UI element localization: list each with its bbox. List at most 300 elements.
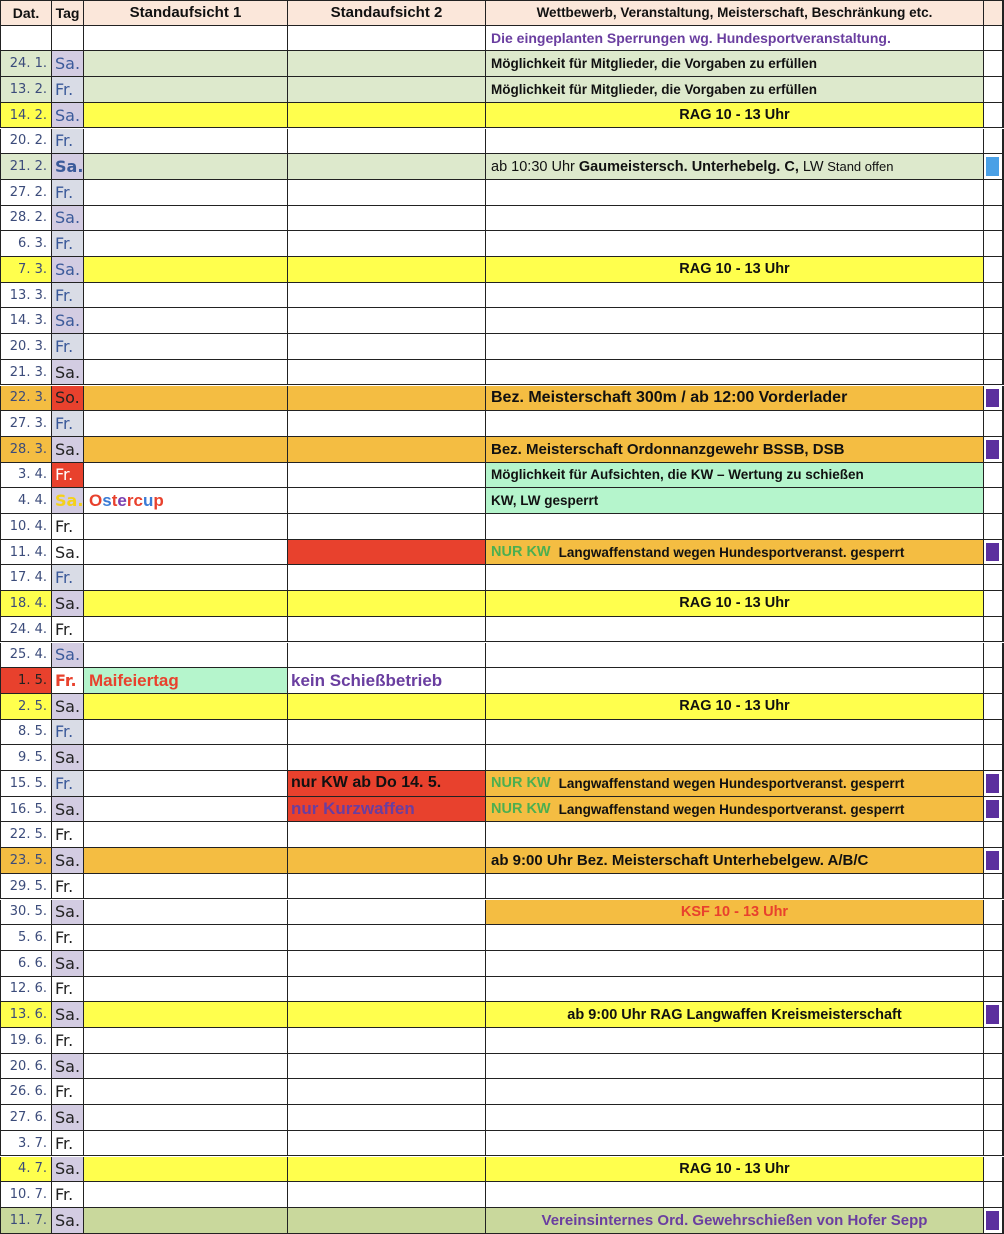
event-cell <box>486 129 984 155</box>
weekday-cell: Fr. <box>52 1079 84 1105</box>
marker-cell <box>984 411 1004 437</box>
standaufsicht-1-cell <box>84 283 288 309</box>
table-row <box>0 360 1004 386</box>
table-row <box>0 591 1004 617</box>
weekday-cell: Fr. <box>52 617 84 643</box>
event-cell: ab 9:00 Uhr RAG Langwaffen Kreismeisterschaft <box>486 1002 984 1028</box>
event-cell <box>486 668 984 694</box>
table-row <box>0 1079 1004 1105</box>
table-row <box>0 283 1004 309</box>
weekday-cell: Sa. <box>52 848 84 874</box>
date-cell: 18. 4. <box>0 591 52 617</box>
date-cell: 8. 5. <box>0 720 52 746</box>
table-row <box>0 1208 1004 1234</box>
standaufsicht-2-cell <box>288 386 486 412</box>
standaufsicht-1-cell <box>84 1079 288 1105</box>
date-cell: 14. 2. <box>0 103 52 129</box>
event-cell: RAG 10 - 13 Uhr <box>486 591 984 617</box>
weekday-cell: Sa. <box>52 488 84 514</box>
event-cell <box>486 360 984 386</box>
event-cell <box>486 720 984 746</box>
date-cell: 13. 6. <box>0 1002 52 1028</box>
marker-cell <box>984 231 1004 257</box>
standaufsicht-2-cell <box>288 694 486 720</box>
standaufsicht-1-cell <box>84 488 288 514</box>
weekday-cell: Sa. <box>52 745 84 771</box>
standaufsicht-2-cell <box>288 488 486 514</box>
date-cell: 20. 6. <box>0 1054 52 1080</box>
event-cell <box>486 283 984 309</box>
standaufsicht-2-cell <box>288 129 486 155</box>
table-row <box>0 643 1004 669</box>
table-row <box>0 1182 1004 1208</box>
weekday-cell: Sa. <box>52 1105 84 1131</box>
marker-cell <box>984 180 1004 206</box>
date-cell: 6. 3. <box>0 231 52 257</box>
weekday-cell: Sa. <box>52 643 84 669</box>
standaufsicht-1-cell <box>84 591 288 617</box>
weekday-cell: Fr. <box>52 180 84 206</box>
weekday-cell: Sa. <box>52 51 84 77</box>
table-row <box>0 1105 1004 1131</box>
weekday-cell: Fr. <box>52 925 84 951</box>
event-cell <box>486 180 984 206</box>
table-row <box>0 822 1004 848</box>
weekday-cell: Fr. <box>52 514 84 540</box>
standaufsicht-1-cell <box>84 797 288 823</box>
table-row <box>0 231 1004 257</box>
date-cell: 24. 1. <box>0 51 52 77</box>
table-row <box>0 745 1004 771</box>
date-cell: 12. 6. <box>0 977 52 1003</box>
event-text-part: Stand offen <box>823 159 894 175</box>
weekday-cell: Sa. <box>52 951 84 977</box>
standaufsicht-2-cell <box>288 745 486 771</box>
standaufsicht-2-cell <box>288 283 486 309</box>
table-row <box>0 103 1004 129</box>
weekday-cell: Fr. <box>52 1182 84 1208</box>
standaufsicht-1-cell <box>84 411 288 437</box>
standaufsicht-1-cell <box>84 771 288 797</box>
date-cell: 27. 2. <box>0 180 52 206</box>
marker-cell <box>984 1182 1004 1208</box>
date-cell: 17. 4. <box>0 565 52 591</box>
event-cell <box>486 206 984 232</box>
marker-cell <box>984 129 1004 155</box>
date-cell: 13. 3. <box>0 283 52 309</box>
weekday-cell: Fr. <box>52 231 84 257</box>
standaufsicht-1-cell <box>84 1028 288 1054</box>
weekday-cell: Sa. <box>52 308 84 334</box>
marker-cell <box>984 154 1004 180</box>
standaufsicht-2-cell: nur Kurzwaffen <box>288 797 486 823</box>
standaufsicht-2-cell <box>288 617 486 643</box>
ostercup-letter: c <box>133 490 143 510</box>
table-row <box>0 77 1004 103</box>
note-tag <box>52 26 84 52</box>
table-row <box>0 488 1004 514</box>
status-marker <box>986 1211 999 1230</box>
standaufsicht-1-cell <box>84 977 288 1003</box>
weekday-cell: Fr. <box>52 668 84 694</box>
event-cell: ab 9:00 Uhr Bez. Meisterschaft Unterhebelgew. A/B/C <box>486 848 984 874</box>
standaufsicht-1-cell <box>84 77 288 103</box>
ostercup-letter: r <box>126 490 134 510</box>
marker-cell <box>984 1054 1004 1080</box>
table-row <box>0 1157 1004 1183</box>
event-cell <box>486 411 984 437</box>
standaufsicht-1-cell <box>84 720 288 746</box>
event-cell: Vereinsinternes Ord. Gewehrschießen von Hofer Sepp <box>486 1208 984 1234</box>
event-cell <box>486 540 984 566</box>
event-cell <box>486 822 984 848</box>
weekday-cell: Fr. <box>52 411 84 437</box>
date-cell: 13. 2. <box>0 77 52 103</box>
weekday-cell: Sa. <box>52 103 84 129</box>
nur-kw-label: NUR KW <box>491 801 551 818</box>
note-s2 <box>288 26 486 52</box>
standaufsicht-1-cell: Maifeiertag <box>84 668 288 694</box>
standaufsicht-1-cell <box>84 1054 288 1080</box>
event-cell: RAG 10 - 13 Uhr <box>486 257 984 283</box>
event-cell <box>486 565 984 591</box>
standaufsicht-1-cell <box>84 925 288 951</box>
event-cell <box>486 1028 984 1054</box>
marker-cell <box>984 1002 1004 1028</box>
date-cell: 16. 5. <box>0 797 52 823</box>
standaufsicht-2-cell <box>288 591 486 617</box>
event-cell: Möglichkeit für Aufsichten, die KW – Wertung zu schießen <box>486 463 984 489</box>
marker-cell <box>984 643 1004 669</box>
date-cell: 24. 4. <box>0 617 52 643</box>
standaufsicht-2-cell <box>288 720 486 746</box>
table-row <box>0 386 1004 412</box>
table-row <box>0 308 1004 334</box>
marker-cell <box>984 103 1004 129</box>
table-row <box>0 694 1004 720</box>
standaufsicht-2-cell <box>288 951 486 977</box>
marker-cell <box>984 565 1004 591</box>
table-row <box>0 565 1004 591</box>
standaufsicht-2-cell: nur KW ab Do 14. 5. <box>288 771 486 797</box>
marker-cell <box>984 848 1004 874</box>
marker-cell <box>984 617 1004 643</box>
standaufsicht-1-cell <box>84 257 288 283</box>
standaufsicht-1-cell <box>84 565 288 591</box>
weekday-cell: Sa. <box>52 591 84 617</box>
standaufsicht-2-cell <box>288 411 486 437</box>
table-row <box>0 129 1004 155</box>
marker-cell <box>984 206 1004 232</box>
standaufsicht-2-cell <box>288 643 486 669</box>
standaufsicht-1-cell <box>84 1002 288 1028</box>
standaufsicht-1-cell <box>84 1105 288 1131</box>
standaufsicht-1-cell <box>84 643 288 669</box>
event-cell <box>486 1054 984 1080</box>
standaufsicht-2-cell <box>288 1157 486 1183</box>
date-cell: 15. 5. <box>0 771 52 797</box>
standaufsicht-2-cell <box>288 565 486 591</box>
table-row <box>0 180 1004 206</box>
event-text: Langwaffenstand wegen Hundesportveranst. gesperrt <box>558 775 905 791</box>
marker-cell <box>984 514 1004 540</box>
header-standaufsicht-2: Standaufsicht 2 <box>288 0 486 26</box>
weekday-cell: So. <box>52 386 84 412</box>
table-row <box>0 925 1004 951</box>
marker-cell <box>984 925 1004 951</box>
weekday-cell: Sa. <box>52 1208 84 1234</box>
weekday-cell: Sa. <box>52 1002 84 1028</box>
marker-cell <box>984 1131 1004 1157</box>
table-row <box>0 720 1004 746</box>
status-marker <box>986 440 999 459</box>
event-text-part: LW <box>802 158 824 175</box>
status-marker <box>986 389 999 408</box>
table-row <box>0 977 1004 1003</box>
status-marker <box>986 800 999 819</box>
standaufsicht-2-cell: kein Schießbetrieb <box>288 668 486 694</box>
marker-cell <box>984 591 1004 617</box>
event-cell <box>486 797 984 823</box>
marker-cell <box>984 874 1004 900</box>
date-cell: 26. 6. <box>0 1079 52 1105</box>
marker-cell <box>984 488 1004 514</box>
standaufsicht-2-cell <box>288 334 486 360</box>
event-cell: KSF 10 - 13 Uhr <box>486 900 984 926</box>
standaufsicht-1-cell <box>84 308 288 334</box>
date-cell: 2. 5. <box>0 694 52 720</box>
note-dat <box>0 26 52 52</box>
ostercup-letter: s <box>102 490 112 510</box>
standaufsicht-1-cell <box>84 1131 288 1157</box>
date-cell: 3. 7. <box>0 1131 52 1157</box>
marker-cell <box>984 797 1004 823</box>
marker-cell <box>984 51 1004 77</box>
event-cell <box>486 1105 984 1131</box>
table-row <box>0 540 1004 566</box>
standaufsicht-2-cell <box>288 540 486 566</box>
status-marker <box>986 851 999 870</box>
event-cell: Bez. Meisterschaft 300m / ab 12:00 Vorderlader <box>486 386 984 412</box>
standaufsicht-1-cell <box>84 848 288 874</box>
weekday-cell: Sa. <box>52 797 84 823</box>
status-marker <box>986 774 999 793</box>
marker-cell <box>984 694 1004 720</box>
standaufsicht-1-cell <box>84 822 288 848</box>
table-row <box>0 334 1004 360</box>
standaufsicht-1-cell <box>84 51 288 77</box>
standaufsicht-1-cell <box>84 463 288 489</box>
weekday-cell: Sa. <box>52 694 84 720</box>
standaufsicht-2-cell <box>288 437 486 463</box>
standaufsicht-2-cell <box>288 925 486 951</box>
standaufsicht-2-cell <box>288 1131 486 1157</box>
weekday-cell: Fr. <box>52 822 84 848</box>
weekday-cell: Fr. <box>52 771 84 797</box>
marker-cell <box>984 1028 1004 1054</box>
date-cell: 6. 6. <box>0 951 52 977</box>
date-cell: 14. 3. <box>0 308 52 334</box>
standaufsicht-1-cell <box>84 129 288 155</box>
table-row <box>0 1002 1004 1028</box>
standaufsicht-2-cell <box>288 848 486 874</box>
standaufsicht-1-cell <box>84 745 288 771</box>
table-row <box>0 1028 1004 1054</box>
standaufsicht-1-cell <box>84 206 288 232</box>
weekday-cell: Sa. <box>52 1157 84 1183</box>
note-s1 <box>84 26 288 52</box>
standaufsicht-2-cell <box>288 1079 486 1105</box>
date-cell: 22. 5. <box>0 822 52 848</box>
standaufsicht-2-cell <box>288 51 486 77</box>
marker-cell <box>984 771 1004 797</box>
table-row <box>0 1131 1004 1157</box>
status-marker <box>986 157 999 176</box>
event-cell: Möglichkeit für Mitglieder, die Vorgaben zu erfüllen <box>486 51 984 77</box>
weekday-cell: Fr. <box>52 1028 84 1054</box>
weekday-cell: Fr. <box>52 334 84 360</box>
status-marker <box>986 543 999 562</box>
marker-cell <box>984 977 1004 1003</box>
event-cell: RAG 10 - 13 Uhr <box>486 694 984 720</box>
standaufsicht-2-cell <box>288 1182 486 1208</box>
standaufsicht-1-cell <box>84 514 288 540</box>
marker-cell <box>984 437 1004 463</box>
table-row <box>0 1054 1004 1080</box>
date-cell: 28. 2. <box>0 206 52 232</box>
header-tag: Tag <box>52 0 84 26</box>
header-standaufsicht-1: Standaufsicht 1 <box>84 0 288 26</box>
event-cell <box>486 1131 984 1157</box>
marker-cell <box>984 745 1004 771</box>
ostercup-letter: p <box>153 490 164 510</box>
marker-cell <box>984 360 1004 386</box>
event-cell: KW, LW gesperrt <box>486 488 984 514</box>
weekday-cell: Fr. <box>52 1131 84 1157</box>
standaufsicht-2-cell <box>288 180 486 206</box>
table-row <box>0 411 1004 437</box>
table-row <box>0 951 1004 977</box>
table-row <box>0 900 1004 926</box>
standaufsicht-1-cell <box>84 1157 288 1183</box>
marker-cell <box>984 540 1004 566</box>
weekday-cell: Fr. <box>52 129 84 155</box>
weekday-cell: Fr. <box>52 977 84 1003</box>
standaufsicht-2-cell <box>288 257 486 283</box>
event-cell <box>486 1079 984 1105</box>
marker-cell <box>984 77 1004 103</box>
marker-cell <box>984 463 1004 489</box>
event-cell: Bez. Meisterschaft Ordonnanzgewehr BSSB, DSB <box>486 437 984 463</box>
date-cell: 30. 5. <box>0 900 52 926</box>
weekday-cell: Fr. <box>52 874 84 900</box>
date-cell: 19. 6. <box>0 1028 52 1054</box>
table-row <box>0 514 1004 540</box>
standaufsicht-1-cell <box>84 360 288 386</box>
standaufsicht-2-cell <box>288 206 486 232</box>
event-cell <box>486 977 984 1003</box>
weekday-cell: Sa. <box>52 154 84 180</box>
ostercup-letter: u <box>142 490 154 510</box>
standaufsicht-1-cell <box>84 951 288 977</box>
date-cell: 27. 3. <box>0 411 52 437</box>
ostercup-letter: O <box>89 490 103 510</box>
note-marker <box>984 26 1004 52</box>
standaufsicht-2-cell <box>288 103 486 129</box>
event-cell <box>486 231 984 257</box>
event-cell <box>486 745 984 771</box>
standaufsicht-2-cell <box>288 77 486 103</box>
date-cell: 28. 3. <box>0 437 52 463</box>
ostercup-letter: t <box>111 490 118 510</box>
date-cell: 10. 7. <box>0 1182 52 1208</box>
table-row <box>0 257 1004 283</box>
table-row <box>0 668 1004 694</box>
event-cell <box>486 1182 984 1208</box>
ostercup-letter: e <box>117 490 127 510</box>
standaufsicht-1-cell <box>84 874 288 900</box>
table-row <box>0 848 1004 874</box>
standaufsicht-2-cell <box>288 360 486 386</box>
standaufsicht-2-cell <box>288 231 486 257</box>
marker-cell <box>984 900 1004 926</box>
table-row <box>0 874 1004 900</box>
marker-cell <box>984 1079 1004 1105</box>
note-text: Die eingeplanten Sperrungen wg. Hundesportveranstaltung. <box>486 26 984 52</box>
standaufsicht-1-cell <box>84 231 288 257</box>
event-cell <box>486 925 984 951</box>
nur-kw-label: NUR KW <box>491 775 551 792</box>
standaufsicht-2-cell <box>288 463 486 489</box>
standaufsicht-2-cell <box>288 1105 486 1131</box>
standaufsicht-1-cell <box>84 1182 288 1208</box>
date-cell: 25. 4. <box>0 643 52 669</box>
event-cell <box>486 334 984 360</box>
weekday-cell: Sa. <box>52 437 84 463</box>
weekday-cell: Sa. <box>52 206 84 232</box>
standaufsicht-2-cell <box>288 154 486 180</box>
standaufsicht-2-cell <box>288 874 486 900</box>
event-text-part: Gaumeistersch. Unterhebelg. C, <box>578 158 803 175</box>
event-cell: RAG 10 - 13 Uhr <box>486 103 984 129</box>
date-cell: 21. 2. <box>0 154 52 180</box>
event-cell <box>486 771 984 797</box>
date-cell: 9. 5. <box>0 745 52 771</box>
standaufsicht-1-cell <box>84 334 288 360</box>
standaufsicht-1-cell <box>84 103 288 129</box>
standaufsicht-2-cell <box>288 1054 486 1080</box>
event-text: Langwaffenstand wegen Hundesportveranst. gesperrt <box>558 544 905 560</box>
date-cell: 4. 4. <box>0 488 52 514</box>
event-cell: RAG 10 - 13 Uhr <box>486 1157 984 1183</box>
weekday-cell: Sa. <box>52 540 84 566</box>
standaufsicht-2-cell <box>288 514 486 540</box>
date-cell: 20. 2. <box>0 129 52 155</box>
standaufsicht-2-cell <box>288 900 486 926</box>
marker-cell <box>984 283 1004 309</box>
standaufsicht-2-cell <box>288 822 486 848</box>
marker-cell <box>984 1208 1004 1234</box>
event-text: Langwaffenstand wegen Hundesportveranst. gesperrt <box>558 801 905 817</box>
weekday-cell: Sa. <box>52 360 84 386</box>
event-cell <box>486 308 984 334</box>
table-row <box>0 154 1004 180</box>
standaufsicht-1-cell <box>84 386 288 412</box>
event-text-part: ab 10:30 Uhr <box>491 158 579 175</box>
date-cell: 11. 7. <box>0 1208 52 1234</box>
marker-cell <box>984 1105 1004 1131</box>
event-cell <box>486 514 984 540</box>
